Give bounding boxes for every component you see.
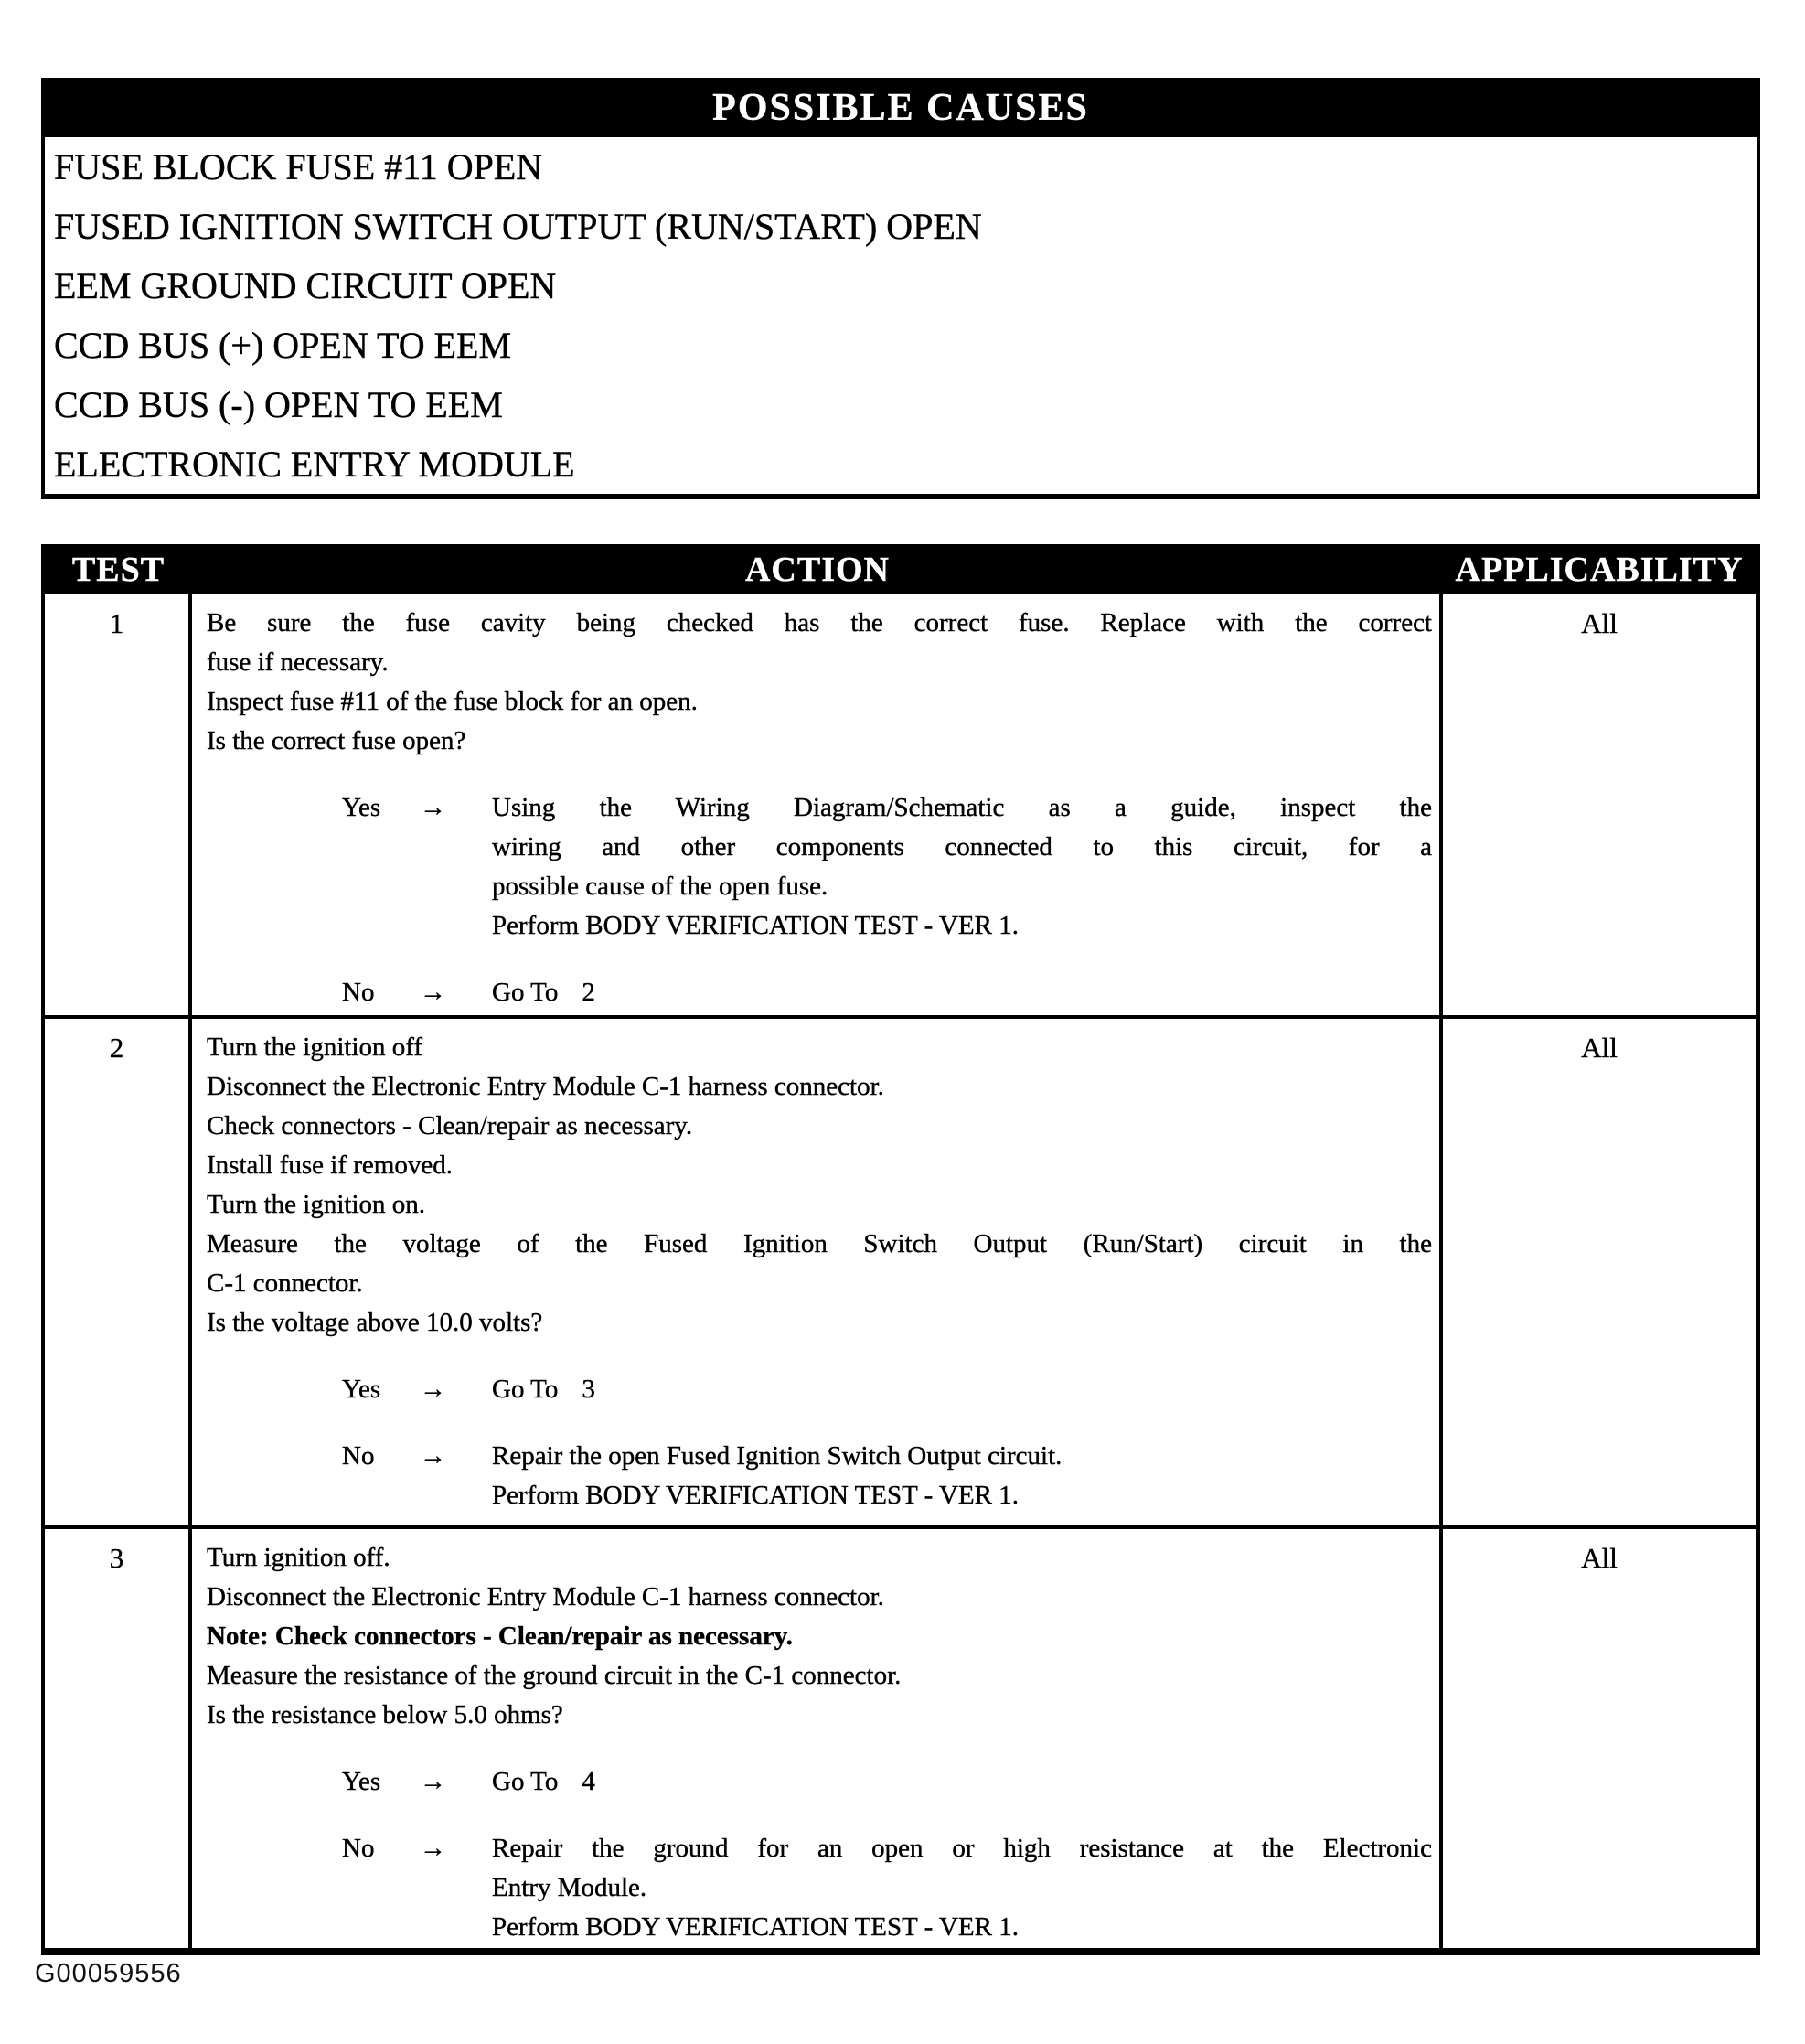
branch-no (342, 1829, 1432, 1947)
text-line: Inspect fuse #11 of the fuse block for an open. (207, 687, 698, 716)
branch-yes (342, 1370, 1432, 1409)
branch-text (492, 788, 1432, 946)
text-line: Repair the open Fused Ignition Switch Output circuit. (492, 1441, 1063, 1471)
action-cell (192, 1529, 1443, 1948)
goto-label: Go To (492, 978, 559, 1007)
text-line: C-1 connector. (207, 1268, 363, 1298)
text-line: Repair the ground for an open or high resistance at the Electronic (492, 1834, 1432, 1863)
text-line: wiring and other components connected to this circuit, for a (492, 832, 1432, 861)
test-table (41, 544, 1760, 1955)
arrow-right-icon: → (420, 1375, 446, 1404)
branch-label: Yes (342, 1767, 381, 1796)
branch-label: Yes (342, 1375, 381, 1404)
text-line: Check connectors - Clean/repair as necessary. (207, 1111, 693, 1140)
branch-label: No (342, 1834, 375, 1863)
applicability-value: All (1581, 1542, 1618, 1574)
text-line: Perform BODY VERIFICATION TEST - VER 1. (492, 1481, 1019, 1510)
text-line: Is the resistance below 5.0 ohms? (207, 1700, 563, 1729)
branch-text (492, 1762, 1432, 1802)
branch-text (492, 1370, 1432, 1409)
branch-label: No (342, 1441, 375, 1471)
goto-target: 4 (582, 1767, 595, 1796)
branch-label: Yes (342, 793, 381, 822)
text-line: Perform BODY VERIFICATION TEST - VER 1. (492, 1912, 1019, 1942)
goto-line (492, 1370, 1432, 1409)
branch-label: No (342, 978, 375, 1007)
test-table-body (45, 594, 1756, 1948)
possible-cause-item: FUSED IGNITION SWITCH OUTPUT (RUN/START) OPEN (54, 206, 982, 247)
column-header-action: ACTION (744, 550, 891, 589)
arrow-right-icon: → (420, 1834, 446, 1863)
possible-cause-item: CCD BUS (-) OPEN TO EEM (54, 384, 503, 425)
possible-cause-item: ELECTRONIC ENTRY MODULE (54, 444, 575, 485)
possible-cause-item: FUSE BLOCK FUSE #11 OPEN (54, 146, 543, 187)
text-line: fuse if necessary. (207, 647, 389, 677)
goto-line (492, 973, 1432, 1012)
arrow-right-icon: → (420, 1441, 446, 1471)
text-line: Disconnect the Electronic Entry Module C-1 harness connector. (207, 1072, 884, 1101)
text-line: Measure the resistance of the ground circuit in the C-1 connector. (207, 1661, 902, 1690)
column-header-applicability: APPLICABILITY (1455, 550, 1744, 589)
text-line: possible cause of the open fuse. (492, 872, 828, 901)
text-line: Is the correct fuse open? (207, 726, 466, 755)
applicability-value: All (1581, 1032, 1618, 1064)
text-line: Turn the ignition on. (207, 1190, 426, 1219)
text-line: Be sure the fuse cavity being checked has the correct fuse. Replace with the correct (207, 608, 1432, 637)
table-row (45, 594, 1756, 1015)
text-line: Install fuse if removed. (207, 1150, 453, 1180)
arrow-right-icon: → (420, 978, 446, 1007)
goto-line (492, 1762, 1432, 1802)
text-line: Is the voltage above 10.0 volts? (207, 1308, 543, 1337)
goto-target: 3 (582, 1375, 595, 1404)
text-line: Entry Module. (492, 1873, 647, 1902)
possible-causes-header (45, 78, 1757, 137)
applicability-value: All (1581, 607, 1618, 639)
branch-text (492, 1437, 1432, 1515)
branch-yes (342, 788, 1432, 946)
text-line: Turn ignition off. (207, 1543, 390, 1572)
possible-causes-list (45, 137, 1757, 494)
action-cell (192, 1019, 1443, 1525)
test-number: 1 (45, 594, 192, 1015)
text-line: Disconnect the Electronic Entry Module C-1 harness connector. (207, 1582, 884, 1611)
text-line: Using the Wiring Diagram/Schematic as a guide, inspect the (492, 793, 1432, 822)
text-line: Turn the ignition off (207, 1033, 423, 1062)
branch-yes (342, 1762, 1432, 1802)
test-number: 3 (45, 1529, 192, 1948)
arrow-right-icon: → (420, 1767, 446, 1796)
text-line: Perform BODY VERIFICATION TEST - VER 1. (492, 911, 1019, 940)
arrow-right-icon: → (420, 793, 446, 822)
possible-cause-item: EEM GROUND CIRCUIT OPEN (54, 265, 557, 306)
goto-label: Go To (492, 1375, 559, 1404)
text-line: Measure the voltage of the Fused Ignition Switch Output (Run/Start) circuit in the (207, 1229, 1432, 1258)
text-line: Note: Check connectors - Clean/repair as necessary. (207, 1621, 793, 1651)
branch-text (492, 973, 1432, 1012)
table-row (45, 1525, 1756, 1948)
test-number: 2 (45, 1019, 192, 1525)
branch-text (492, 1829, 1432, 1947)
figure-code: G00059556 (35, 1959, 182, 1988)
action-cell (192, 594, 1443, 1015)
column-header-test: TEST (71, 550, 166, 589)
test-table-header (45, 544, 1756, 594)
goto-label: Go To (492, 1767, 559, 1796)
table-row (45, 1015, 1756, 1525)
goto-target: 2 (582, 978, 595, 1007)
possible-causes-title: POSSIBLE CAUSES (712, 86, 1089, 129)
possible-cause-item: CCD BUS (+) OPEN TO EEM (54, 325, 512, 366)
branch-no (342, 973, 1432, 1012)
branch-no (342, 1437, 1432, 1515)
possible-causes-table (41, 78, 1760, 499)
